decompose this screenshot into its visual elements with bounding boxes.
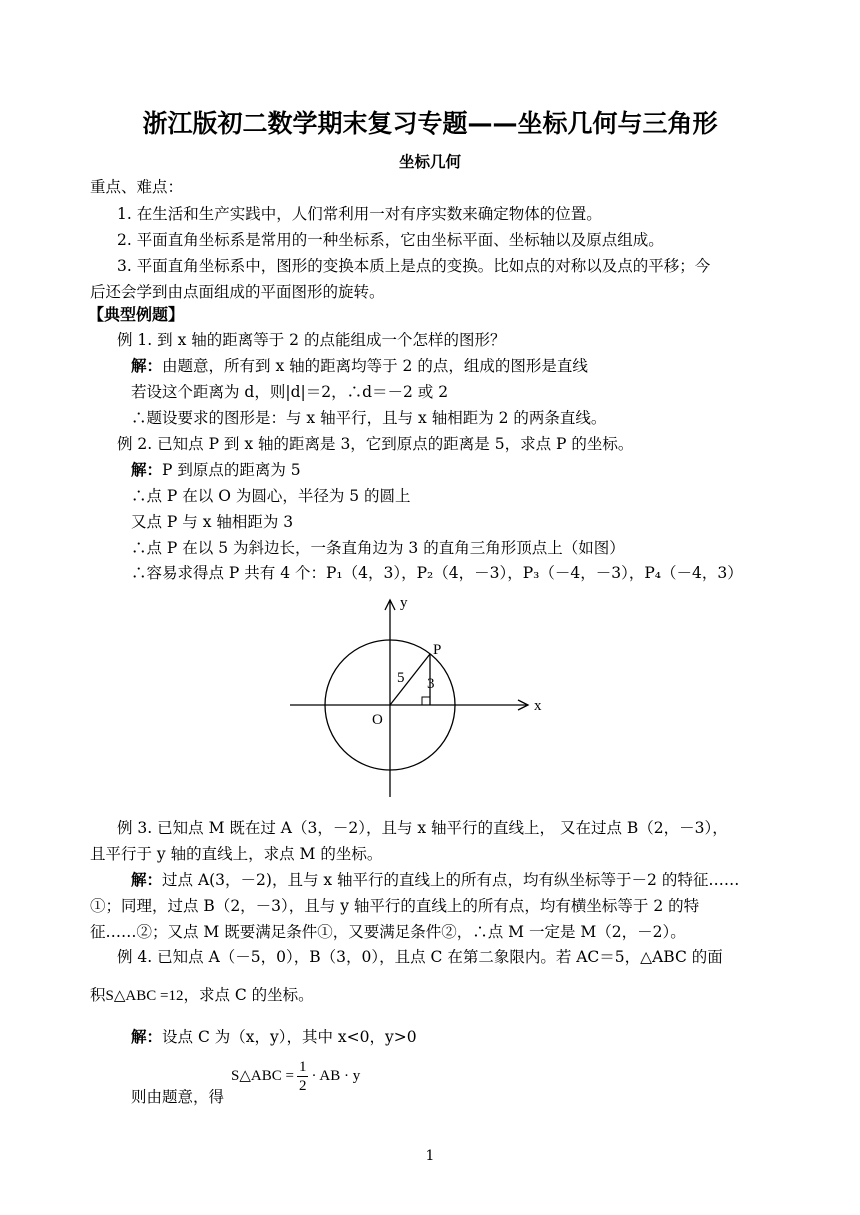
example-3-question-1: 例 3. 已知点 M 既在过 A（3，－2），且与 x 轴平行的直线上， 又在过点 B（2，－3）， [117, 819, 728, 837]
solution-label: 解： [131, 1027, 163, 1046]
solution-label: 解： [131, 870, 163, 889]
key-points-heading: 重点、难点： [90, 178, 184, 196]
fraction-one-half: $\frac{1}{2}$ [298, 1059, 307, 1094]
coordinate-circle-figure [290, 592, 550, 802]
example-2-solution-5: ∴容易求得点 P 共有 4 个：P₁（4，3），P₂（4，－3），P₃（－4，－3），P₄（－4，3） [131, 564, 743, 582]
key-point-1: 1. 在生活和生产实践中，人们常利用一对有序实数来确定物体的位置。 [117, 205, 602, 223]
right-angle-mark [422, 697, 430, 705]
example-3-solution-2: ①；同理，过点 B（2，－3），且与 y 轴平行的直线上的所有点，均有横坐标等于 2 的特 [90, 897, 700, 915]
key-point-3-cont: 后还会学到由点面组成的平面图形的旋转。 [90, 283, 385, 301]
examples-heading: 【典型例题】 [88, 305, 185, 324]
example-2-solution-1: 解：P 到原点的距离为 5 [131, 460, 301, 479]
key-point-3: 3. 平面直角坐标系中，图形的变换本质上是点的变换。比如点的对称以及点的平移；今 [117, 257, 711, 275]
page-title: 浙江版初二数学期末复习专题——坐标几何与三角形 [142, 109, 718, 138]
example-2-solution-4: ∴点 P 在以 5 为斜边长，一条直角边为 3 的直角三角形顶点上（如图） [131, 539, 625, 557]
section-subtitle: 坐标几何 [398, 153, 461, 171]
area-equation: S△ABC = $\frac{1}{2}$ · AB · y [231, 1059, 361, 1094]
example-2-solution-3: 又点 P 与 x 轴相距为 3 [131, 513, 294, 531]
hypotenuse-label: 5 [397, 670, 405, 686]
example-1-solution-2: 若设这个距离为 d，则|d|＝2，∴d＝－2 或 2 [131, 383, 449, 401]
example-4-question-1: 例 4. 已知点 A（－5，0），B（3，0），且点 C 在第二象限内。若 AC＝5，△ABC 的面 [117, 948, 723, 966]
example-1-solution-3: ∴题设要求的图形是：与 x 轴平行，且与 x 轴相距为 2 的两条直线。 [131, 409, 607, 427]
solution-label: 解： [131, 356, 163, 375]
example-3-solution-3: 征……②；又点 M 既要满足条件①，又要满足条件②，∴点 M 一定是 M（2，－2）。 [90, 923, 686, 941]
example-3-question-2: 且平行于 y 轴的直线上，求点 M 的坐标。 [90, 845, 383, 863]
example-4-question-2: 积S△ABC =12，求点 C 的坐标。 [90, 986, 314, 1004]
example-1-solution-1: 解：由题意，所有到 x 轴的距离均等于 2 的点，组成的图形是直线 [131, 356, 588, 375]
page-number: 1 [425, 1148, 435, 1164]
example-2-solution-2: ∴点 P 在以 O 为圆心，半径为 5 的圆上 [131, 487, 411, 505]
leg-label: 3 [427, 676, 435, 692]
area-formula: S△ABC =12 [105, 988, 184, 1004]
example-4-solution-1: 解：设点 C 为（x，y），其中 x<0，y>0 [131, 1027, 417, 1046]
solution-label: 解： [131, 460, 163, 479]
key-point-2: 2. 平面直角坐标系是常用的一种坐标系，它由坐标平面、坐标轴以及原点组成。 [117, 231, 664, 249]
example-2-question: 例 2. 已知点 P 到 x 轴的距离是 3，它到原点的距离是 5，求点 P 的坐标。 [117, 435, 634, 453]
example-4-solution-2: 则由题意，得 [131, 1088, 225, 1106]
y-axis-label: y [400, 595, 408, 611]
example-3-solution-1: 解：过点 A(3，－2)，且与 x 轴平行的直线上的所有点，均有纵坐标等于－2 的特征…… [131, 870, 740, 889]
example-1-question: 例 1. 到 x 轴的距离等于 2 的点能组成一个怎样的图形？ [117, 331, 506, 349]
x-axis-label: x [534, 698, 542, 714]
point-p-label: P [433, 642, 442, 658]
origin-label: O [372, 712, 383, 728]
